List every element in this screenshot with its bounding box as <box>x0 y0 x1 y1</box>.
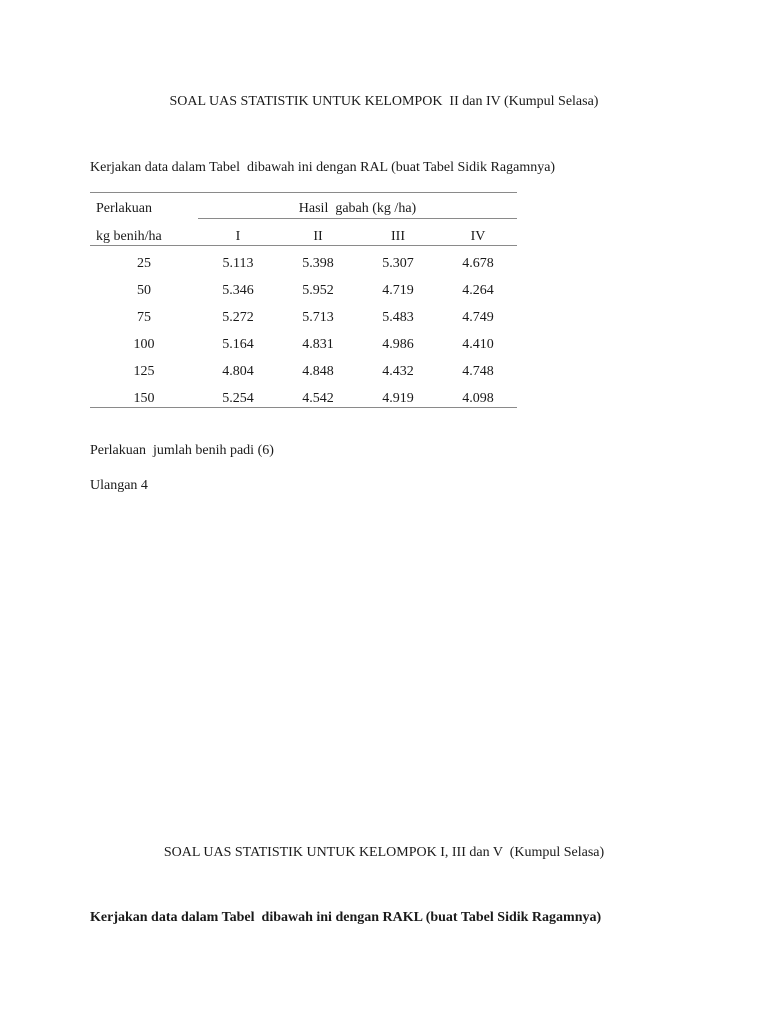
table-cell: 4.098 <box>462 391 494 406</box>
table-cell: 4.410 <box>462 337 494 352</box>
row-treatment: 25 <box>137 256 151 271</box>
table-cell: 5.254 <box>222 391 254 406</box>
table-cell: 4.264 <box>462 283 494 298</box>
column-header-2: II <box>313 229 323 244</box>
table-cell: 5.952 <box>302 283 334 298</box>
section2-title: SOAL UAS STATISTIK UNTUK KELOMPOK I, III dan V (Kumpul Selasa) <box>163 845 605 860</box>
section2-instruction: Kerjakan data dalam Tabel dibawah ini dengan RAKL (buat Tabel Sidik Ragamnya) <box>90 910 602 925</box>
row-treatment: 150 <box>133 391 155 406</box>
table-top-rule <box>90 192 517 193</box>
table-cell: 4.804 <box>222 364 254 379</box>
row-treatment: 125 <box>133 364 155 379</box>
table-group-rule <box>198 218 517 219</box>
table-cell: 4.986 <box>382 337 414 352</box>
replication-note: Ulangan 4 <box>90 478 148 493</box>
table-cell: 5.398 <box>302 256 334 271</box>
table-cell: 5.483 <box>382 310 414 325</box>
table-cell: 4.848 <box>302 364 334 379</box>
table-cell: 5.346 <box>222 283 254 298</box>
treatment-note: Perlakuan jumlah benih padi (6) <box>90 443 274 458</box>
table-cell: 4.432 <box>382 364 414 379</box>
table-cell: 4.919 <box>382 391 414 406</box>
column-header-4: IV <box>470 229 486 244</box>
table-cell: 4.748 <box>462 364 494 379</box>
table-cell: 4.749 <box>462 310 494 325</box>
table-cell: 4.542 <box>302 391 334 406</box>
table-cell: 4.719 <box>382 283 414 298</box>
section1-title: SOAL UAS STATISTIK UNTUK KELOMPOK II dan IV (Kumpul Selasa) <box>169 94 599 109</box>
section1-instruction: Kerjakan data dalam Tabel dibawah ini dengan RAL (buat Tabel Sidik Ragamnya) <box>90 160 556 175</box>
table-cell: 5.164 <box>222 337 254 352</box>
table-cell: 5.307 <box>382 256 414 271</box>
row-treatment: 50 <box>137 283 151 298</box>
table-cell: 5.113 <box>222 256 254 271</box>
row-treatment: 75 <box>137 310 151 325</box>
table-cell: 4.678 <box>462 256 494 271</box>
table-cell: 5.713 <box>302 310 334 325</box>
header-yield-group: Hasil gabah (kg /ha) <box>298 201 417 216</box>
table-cell: 4.831 <box>302 337 334 352</box>
column-header-1: I <box>235 229 241 244</box>
header-treatment-unit: kg benih/ha <box>96 229 162 244</box>
row-treatment: 100 <box>133 337 155 352</box>
header-treatment: Perlakuan <box>96 201 152 216</box>
table-cell: 5.272 <box>222 310 254 325</box>
column-header-3: III <box>391 229 405 244</box>
